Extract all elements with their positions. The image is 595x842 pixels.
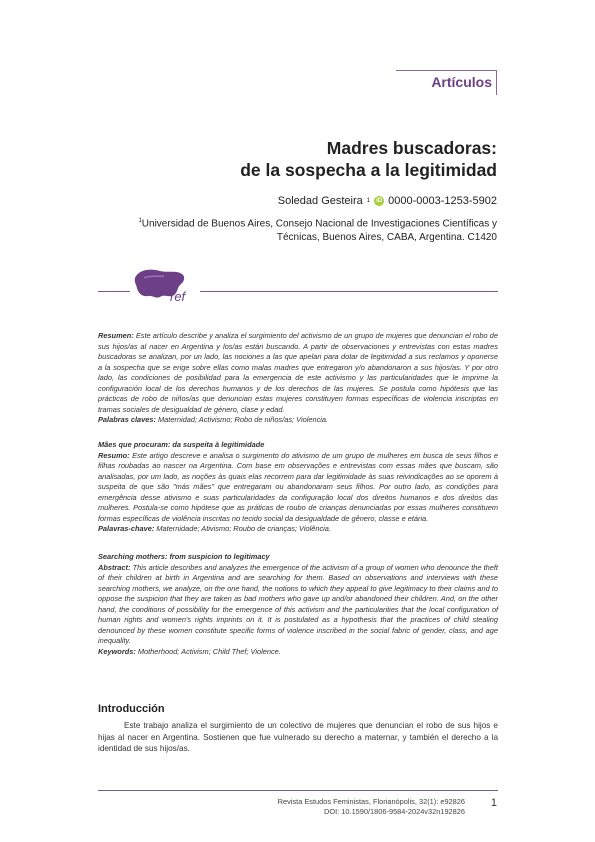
title-line-2: de la sospecha a la legitimidad	[240, 160, 497, 180]
section-label: Artículos	[431, 74, 492, 90]
author-name: Soledad Gesteira	[277, 195, 363, 207]
ref-logo	[130, 268, 200, 304]
abstract-en-kw-label: Keywords:	[98, 646, 136, 656]
abstract-en-kw: Motherhood; Activism; Child Thef; Violence.	[137, 646, 281, 656]
abstract-en-heading: Searching mothers: from suspicion to legitimacy	[98, 552, 270, 561]
footer-journal: Revista Estudos Feministas, Florianópolis, 32(1): e92826	[277, 797, 465, 806]
page-number: 1	[490, 797, 497, 809]
abstract-es-kw-label: Palabras claves:	[98, 415, 156, 424]
author-line	[278, 195, 497, 207]
title-line-1: Madres buscadoras:	[326, 138, 497, 158]
abstract-es-kw: Maternidad; Activismo; Robo de niños/as; Violencia.	[158, 415, 329, 424]
abstract-pt	[98, 440, 498, 535]
logo-text: ref	[170, 289, 186, 304]
abstract-es-text: Este artículo describe y analiza el surgimiento del activismo de un grupo de mujeres que denuncian el robo de sus hijos/as al nacer en Argentina y los/as están buscando. A partir de observaciones y entrevistas con estas madres buscadoras se analizan, por un lado, las nociones a las que apelan para dotar de legitimidad a sus reclamos y oponerse a la sospecha que se erige sobre ellas como malas madres que entregaron y/o abandonaron a sus hijos/as. Y por otro lado, las condiciones de posibilidad para la emergencia de este activismo y las particularidades que le imprime la configuración local de los derechos humanos y de los derechos de las mujeres. Se postula como hipótesis que las prácticas de robo de niños/as que denuncian estas mujeres constituyen formas específicas de violencia inscriptas en tramas sociales de desigualdad de género, clase y edad.	[98, 331, 498, 414]
orcid-id[interactable]: 0000-0003-1253-5902	[388, 195, 497, 207]
affiliation-sup: 1	[138, 218, 142, 224]
abstract-es-label: Resumen:	[98, 331, 134, 340]
abstract-pt-text: Este artigo descreve e analisa o surgimento do ativismo de um grupo de mulheres em busca de seus filhos e filhas roubadas ao nascer na Argentina. Com base em observações e entrevistas com essas mães que buscam, são analisadas, por um lado, as noções às quais elas recorrem para dar legitimidade às suas reivindicações ao se oporem à suspeita de que são "más mães" que entregaram ou abandonaram seus filhos. Por outro lado, as condições para emergência desse ativismo e suas particularidades da configuração local dos direitos humanos e dos direitos das mulheres. Postula-se como hipótese que as práticas de roubo de crianças denunciadas por essas mulheres constituem formas específicas de violência inscritas no tecido social da desigualdade de gênero, classe e etária.	[98, 450, 498, 523]
section-tag	[396, 70, 497, 95]
abstract-pt-label: Resumo:	[98, 450, 130, 460]
footer-citation	[278, 797, 465, 817]
intro-heading: Introducción	[98, 703, 165, 715]
footer-rule	[98, 790, 498, 791]
abstract-pt-heading: Mães que procuram: da suspeita à legitimidade	[98, 440, 265, 449]
abstract-pt-kw-label: Palavras-chave:	[98, 524, 155, 533]
abstract-en	[98, 552, 498, 657]
abstract-pt-kw: Maternidade; Ativismo; Roubo de crianças; Violência.	[156, 524, 331, 533]
abstract-es	[98, 331, 498, 426]
abstract-en-label: Abstract:	[98, 562, 131, 572]
orcid-icon[interactable]: iD	[376, 198, 383, 204]
author-sup: 1	[366, 198, 371, 204]
article-title	[240, 137, 497, 181]
affiliation-line-2: Técnicas, Buenos Aires, CABA, Argentina. C1420	[276, 232, 497, 244]
intro-paragraph: Este trabajo analiza el surgimiento de un colectivo de mujeres que denuncian el robo de sus hijos e hijas al nacer en Argentina. Sostienen que fue vulnerado su derecho a maternar, y también el derecho a la identidad de sus hijos/as.	[98, 721, 498, 753]
abstract-en-text: This article describes and analyzes the emergence of the activism of a group of women who denounce the theft of their children at birth in Argentina and are searching for them. Based on observations and interviews with these searching mothers, we analyze, on the one hand, the notions to which they appeal to give legitimacy to their claims and to oppose the suspicion that they are taken as bad mothers who gave up and/or abandoned their children. And, on the other hand, the conditions of possibility for the emergence of this activism and the particularities that the local configuration of human rights and women's rights imprints on it. It is postulated as a hypothesis that the practices of child stealing denounced by these women constitute specific forms of violence inscribed in the social fabric of gender, class, and age inequality.	[98, 562, 498, 645]
affiliation-line-1: Universidad de Buenos Aires, Consejo Nacional de Investigaciones Científicas y	[141, 218, 497, 230]
affiliation	[107, 214, 497, 245]
footer-doi[interactable]: DOI: 10.1590/1806-9584-2024v32n192826	[324, 807, 465, 816]
